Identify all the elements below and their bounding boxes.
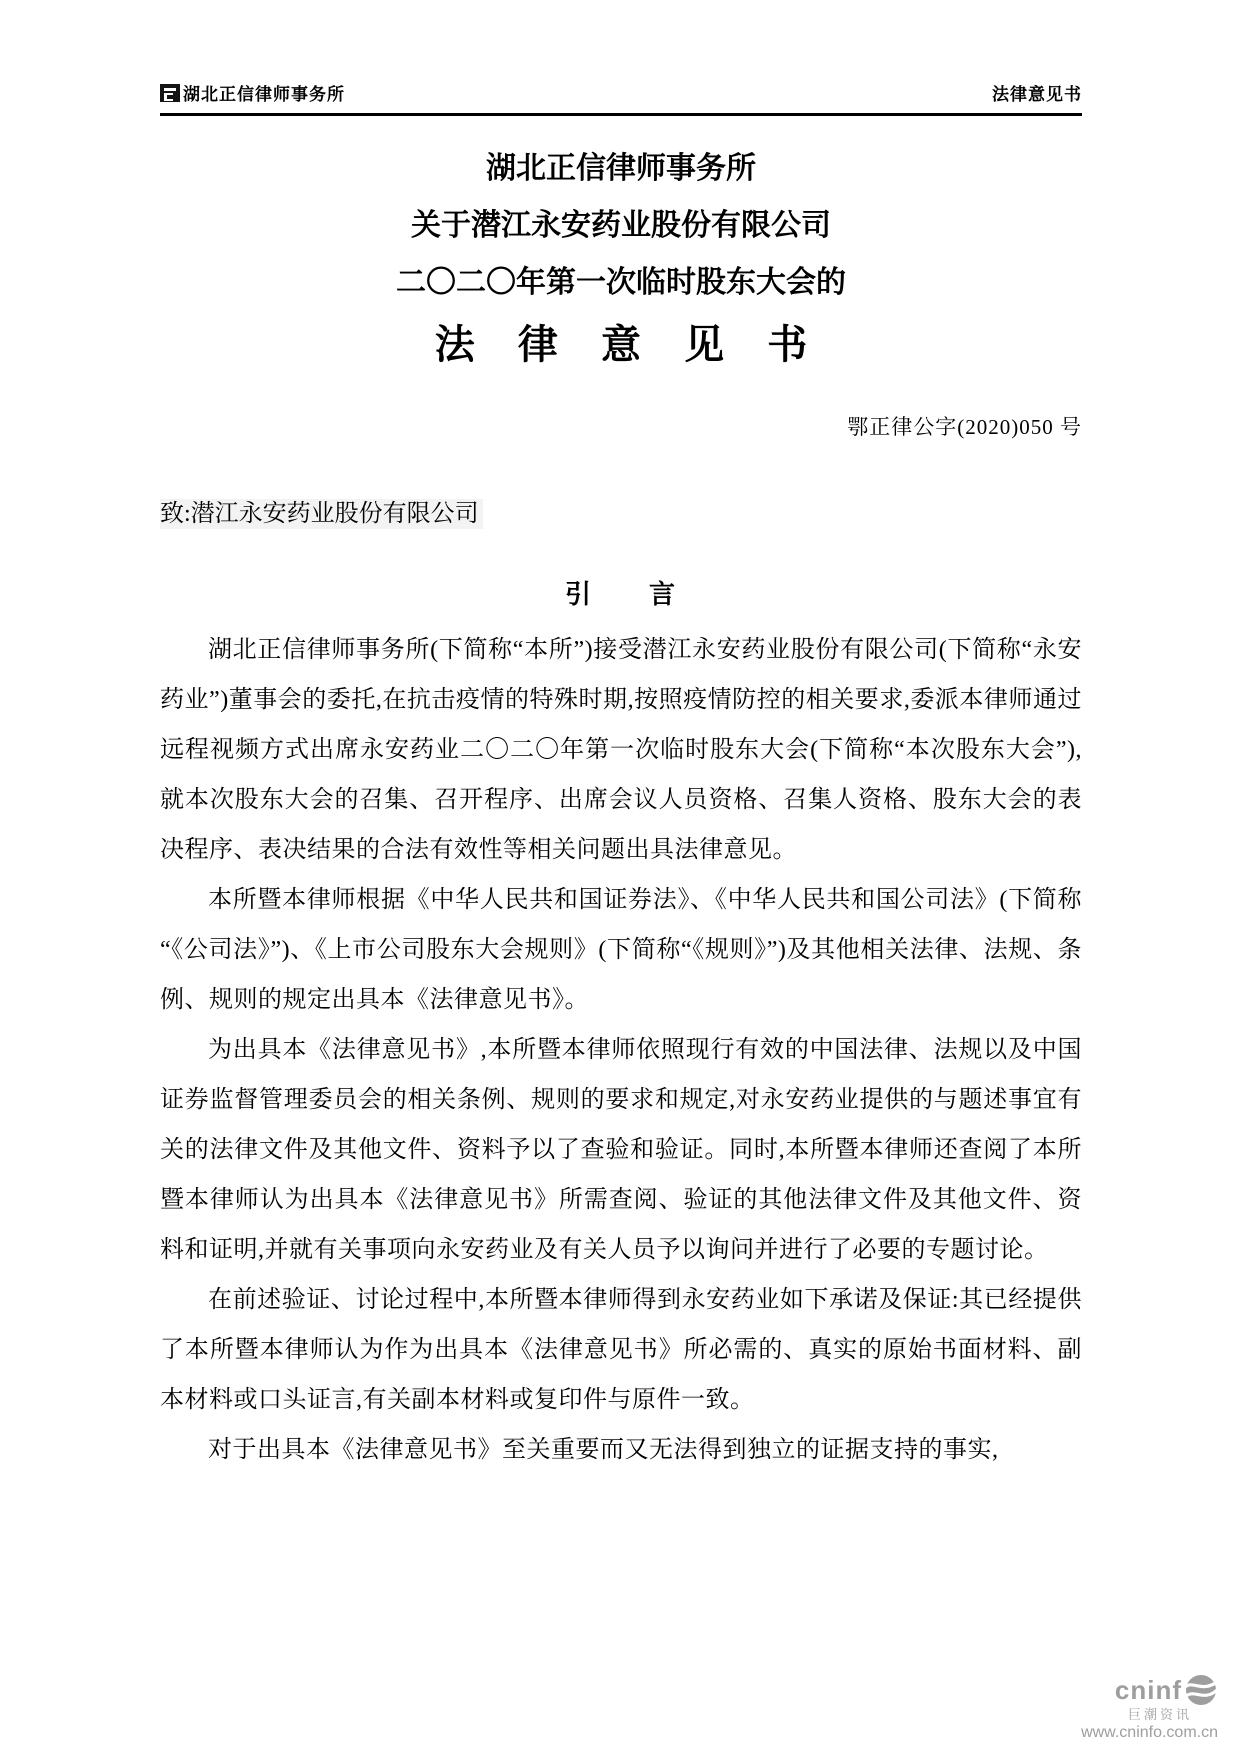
title-main-doc-type: 法 律 意 见 书 <box>434 323 824 367</box>
addressee-line <box>160 493 1082 528</box>
paragraph-legal-basis: 本所暨本律师根据《中华人民共和国证券法》、《中华人民共和国公司法》(下简称“《公司法》”)、《上市公司股东大会规则》(下简称“《规则》”)及其他相关法律、法规、条例、规则的规定出具本《法律意见书》。 <box>160 887 1082 1013</box>
cninfo-swirl-icon <box>1184 1673 1218 1707</box>
header-firm-name: 湖北正信律师事务所 <box>183 85 345 104</box>
page-header <box>160 0 1082 105</box>
paragraph-facts: 对于出具本《法律意见书》至关重要而又无法得到独立的证据支持的事实, <box>208 1437 999 1463</box>
title-line-firm: 湖北正信律师事务所 <box>486 152 756 185</box>
law-firm-logo-icon <box>160 83 180 103</box>
addressee-text: 致:潜江永安药业股份有限公司 <box>160 499 483 529</box>
cninfo-url: www.cninfo.com.cn <box>1081 1724 1218 1742</box>
cninfo-logo-text: cninf <box>1114 1674 1182 1705</box>
header-doc-type: 法律意见书 <box>992 85 1082 104</box>
doc-number: 鄂正律公字(2020)050 号 <box>847 415 1082 439</box>
title-line-company: 关于潜江永安药业股份有限公司 <box>411 209 831 242</box>
paragraph-undertaking: 在前述验证、讨论过程中,本所暨本律师得到永安药业如下承诺及保证:其已经提供了本所暨本律师认为作为出具本《法律意见书》所必需的、真实的原始书面材料、副本材料或口头证言,有关副本材料或复印件与原件一致。 <box>160 1287 1082 1413</box>
header-divider <box>160 113 1082 116</box>
paragraph-verification: 为出具本《法律意见书》,本所暨本律师依照现行有效的中国法律、法规以及中国证券监督管理委员会的相关条例、规则的要求和规定,对永安药业提供的与题述事宜有关的法律文件及其他文件、资料予以了查验和验证。同时,本所暨本律师还查阅了本所暨本律师认为出具本《法律意见书》所需查阅、验证的其他法律文件及其他文件、资料和证明,并就有关事项向永安药业及有关人员予以询问并进行了必要的专题讨论。 <box>160 1037 1082 1263</box>
cninfo-brand-cn: 巨潮资讯 <box>1127 1707 1192 1723</box>
paragraph-engagement: 湖北正信律师事务所(下简称“本所”)接受潜江永安药业股份有限公司(下简称“永安药业”)董事会的委托,在抗击疫情的特殊时期,按照疫情防控的相关要求,委派本律师通过远程视频方式出席永安药业二〇二〇年第一次临时股东大会(下简称“本次股东大会”),就本次股东大会的召集、召开程序、出席会议人员资格、召集人资格、股东大会的表决程序、表决结果的合法有效性等相关问题出具法律意见。 <box>160 637 1082 863</box>
section-heading-intro: 引 言 <box>564 579 677 609</box>
cninfo-watermark <box>1081 1673 1218 1742</box>
header-firm-block <box>160 80 345 105</box>
title-line-meeting: 二〇二〇年第一次临时股东大会的 <box>396 266 846 299</box>
document-body <box>160 625 1082 1475</box>
